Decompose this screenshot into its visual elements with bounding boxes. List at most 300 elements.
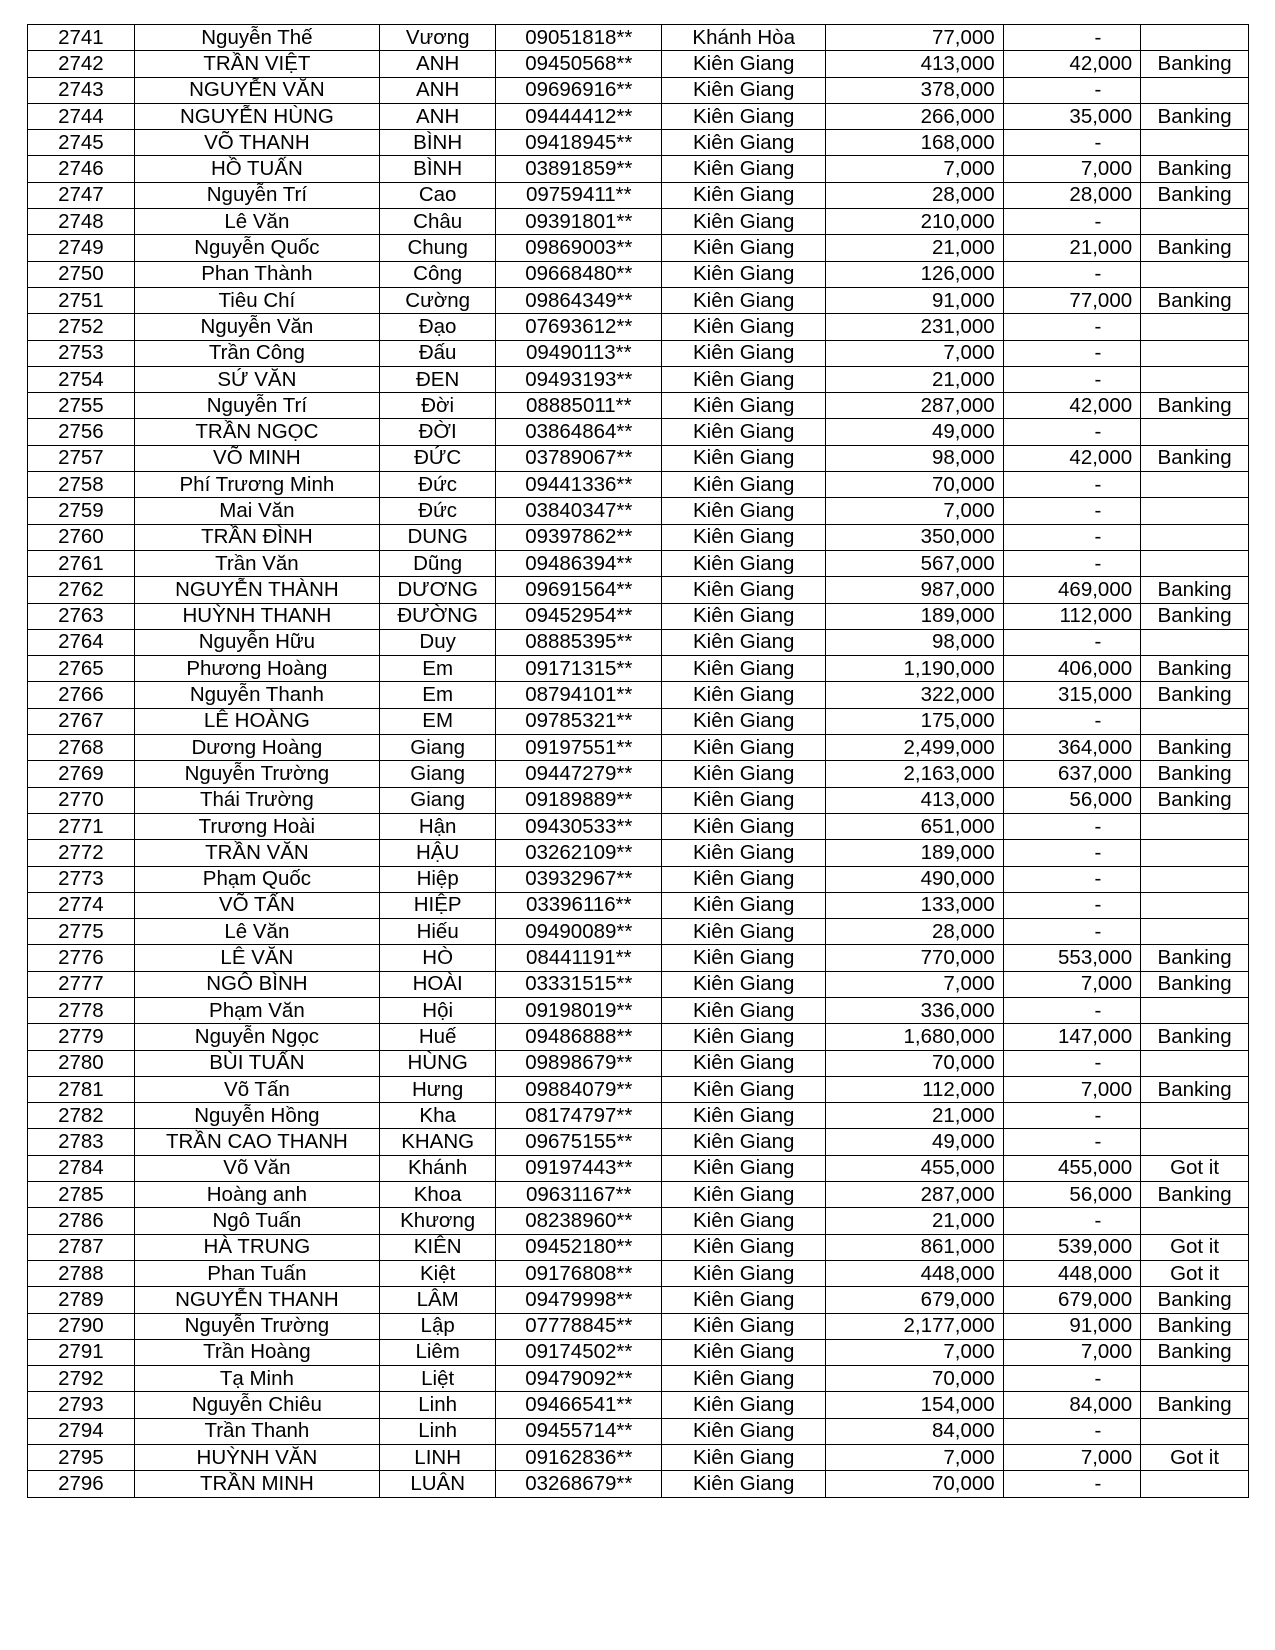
province-cell: Kiên Giang bbox=[662, 498, 826, 524]
surname-cell: Nguyễn Trí bbox=[134, 393, 379, 419]
province-cell: Kiên Giang bbox=[662, 629, 826, 655]
table-row bbox=[28, 656, 1249, 682]
table-row bbox=[28, 840, 1249, 866]
given-name-cell: ĐỨC bbox=[380, 445, 496, 471]
province-cell: Kiên Giang bbox=[662, 209, 826, 235]
phone-cell: 07778845** bbox=[496, 1313, 662, 1339]
given-name-cell: KHANG bbox=[380, 1129, 496, 1155]
given-name-cell: HÙNG bbox=[380, 1050, 496, 1076]
province-cell: Kiên Giang bbox=[662, 971, 826, 997]
province-cell: Kiên Giang bbox=[662, 51, 826, 77]
total-amount-cell: 133,000 bbox=[826, 892, 1004, 918]
total-amount-cell: 84,000 bbox=[826, 1418, 1004, 1444]
row-number-cell: 2763 bbox=[28, 603, 135, 629]
received-amount-cell: 315,000 bbox=[1003, 682, 1140, 708]
phone-cell: 09430533** bbox=[496, 813, 662, 839]
given-name-cell: Kiệt bbox=[380, 1260, 496, 1286]
phone-cell: 07693612** bbox=[496, 314, 662, 340]
given-name-cell: Đạo bbox=[380, 314, 496, 340]
surname-cell: Nguyễn Quốc bbox=[134, 235, 379, 261]
surname-cell: VÕ THANH bbox=[134, 130, 379, 156]
row-number-cell: 2773 bbox=[28, 866, 135, 892]
surname-cell: HUỲNH THANH bbox=[134, 603, 379, 629]
total-amount-cell: 861,000 bbox=[826, 1234, 1004, 1260]
table-row bbox=[28, 708, 1249, 734]
province-cell: Kiên Giang bbox=[662, 524, 826, 550]
table-row bbox=[28, 1076, 1249, 1102]
total-amount-cell: 28,000 bbox=[826, 182, 1004, 208]
province-cell: Kiên Giang bbox=[662, 866, 826, 892]
method-cell: Banking bbox=[1141, 945, 1249, 971]
given-name-cell: ĐEN bbox=[380, 366, 496, 392]
table-row bbox=[28, 577, 1249, 603]
row-number-cell: 2754 bbox=[28, 366, 135, 392]
given-name-cell: Hưng bbox=[380, 1076, 496, 1102]
given-name-cell: ĐỜI bbox=[380, 419, 496, 445]
total-amount-cell: 91,000 bbox=[826, 287, 1004, 313]
surname-cell: TRẦN CAO THANH bbox=[134, 1129, 379, 1155]
method-cell: Banking bbox=[1141, 182, 1249, 208]
table-row bbox=[28, 1182, 1249, 1208]
province-cell: Kiên Giang bbox=[662, 577, 826, 603]
province-cell: Kiên Giang bbox=[662, 1208, 826, 1234]
province-cell: Kiên Giang bbox=[662, 761, 826, 787]
phone-cell: 09869003** bbox=[496, 235, 662, 261]
table-row bbox=[28, 340, 1249, 366]
phone-cell: 09452954** bbox=[496, 603, 662, 629]
phone-cell: 09691564** bbox=[496, 577, 662, 603]
table-row bbox=[28, 498, 1249, 524]
row-number-cell: 2788 bbox=[28, 1260, 135, 1286]
surname-cell: TRẦN VIỆT bbox=[134, 51, 379, 77]
row-number-cell: 2750 bbox=[28, 261, 135, 287]
received-amount-cell: - bbox=[1003, 130, 1140, 156]
received-amount-cell: - bbox=[1003, 866, 1140, 892]
province-cell: Kiên Giang bbox=[662, 945, 826, 971]
method-cell bbox=[1141, 919, 1249, 945]
province-cell: Kiên Giang bbox=[662, 1339, 826, 1365]
province-cell: Kiên Giang bbox=[662, 892, 826, 918]
table-row bbox=[28, 629, 1249, 655]
phone-cell: 03331515** bbox=[496, 971, 662, 997]
table-row bbox=[28, 1313, 1249, 1339]
total-amount-cell: 112,000 bbox=[826, 1076, 1004, 1102]
phone-cell: 09418945** bbox=[496, 130, 662, 156]
given-name-cell: Em bbox=[380, 682, 496, 708]
surname-cell: Nguyễn Trí bbox=[134, 182, 379, 208]
total-amount-cell: 770,000 bbox=[826, 945, 1004, 971]
phone-cell: 03262109** bbox=[496, 840, 662, 866]
phone-cell: 08174797** bbox=[496, 1103, 662, 1129]
given-name-cell: LUÂN bbox=[380, 1471, 496, 1497]
surname-cell: Nguyễn Trường bbox=[134, 1313, 379, 1339]
row-number-cell: 2784 bbox=[28, 1155, 135, 1181]
table-row bbox=[28, 787, 1249, 813]
received-amount-cell: 28,000 bbox=[1003, 182, 1140, 208]
surname-cell: Nguyễn Hữu bbox=[134, 629, 379, 655]
row-number-cell: 2775 bbox=[28, 919, 135, 945]
surname-cell: Tạ Minh bbox=[134, 1366, 379, 1392]
received-amount-cell: 84,000 bbox=[1003, 1392, 1140, 1418]
phone-cell: 09490113** bbox=[496, 340, 662, 366]
received-amount-cell: 539,000 bbox=[1003, 1234, 1140, 1260]
received-amount-cell: - bbox=[1003, 1129, 1140, 1155]
given-name-cell: Liệt bbox=[380, 1366, 496, 1392]
method-cell bbox=[1141, 1050, 1249, 1076]
row-number-cell: 2744 bbox=[28, 103, 135, 129]
given-name-cell: Công bbox=[380, 261, 496, 287]
given-name-cell: Khương bbox=[380, 1208, 496, 1234]
surname-cell: VÕ TẤN bbox=[134, 892, 379, 918]
received-amount-cell: - bbox=[1003, 1418, 1140, 1444]
method-cell: Banking bbox=[1141, 156, 1249, 182]
total-amount-cell: 21,000 bbox=[826, 235, 1004, 261]
method-cell: Banking bbox=[1141, 1392, 1249, 1418]
table-row bbox=[28, 472, 1249, 498]
phone-cell: 09452180** bbox=[496, 1234, 662, 1260]
row-number-cell: 2767 bbox=[28, 708, 135, 734]
surname-cell: Phan Tuấn bbox=[134, 1260, 379, 1286]
phone-cell: 09051818** bbox=[496, 25, 662, 51]
method-cell bbox=[1141, 130, 1249, 156]
received-amount-cell: - bbox=[1003, 209, 1140, 235]
table-row bbox=[28, 997, 1249, 1023]
total-amount-cell: 987,000 bbox=[826, 577, 1004, 603]
phone-cell: 03891859** bbox=[496, 156, 662, 182]
method-cell bbox=[1141, 1418, 1249, 1444]
surname-cell: Nguyễn Chiêu bbox=[134, 1392, 379, 1418]
surname-cell: VÕ MINH bbox=[134, 445, 379, 471]
phone-cell: 03268679** bbox=[496, 1471, 662, 1497]
row-number-cell: 2786 bbox=[28, 1208, 135, 1234]
given-name-cell: Vương bbox=[380, 25, 496, 51]
province-cell: Kiên Giang bbox=[662, 1234, 826, 1260]
phone-cell: 09197551** bbox=[496, 735, 662, 761]
phone-cell: 03396116** bbox=[496, 892, 662, 918]
province-cell: Kiên Giang bbox=[662, 656, 826, 682]
surname-cell: LÊ HOÀNG bbox=[134, 708, 379, 734]
province-cell: Kiên Giang bbox=[662, 261, 826, 287]
row-number-cell: 2764 bbox=[28, 629, 135, 655]
province-cell: Kiên Giang bbox=[662, 287, 826, 313]
received-amount-cell: 77,000 bbox=[1003, 287, 1140, 313]
surname-cell: Trương Hoài bbox=[134, 813, 379, 839]
received-amount-cell: 147,000 bbox=[1003, 1024, 1140, 1050]
table-row bbox=[28, 1050, 1249, 1076]
surname-cell: Võ Văn bbox=[134, 1155, 379, 1181]
given-name-cell: Linh bbox=[380, 1418, 496, 1444]
received-amount-cell: 7,000 bbox=[1003, 156, 1140, 182]
phone-cell: 09696916** bbox=[496, 77, 662, 103]
total-amount-cell: 413,000 bbox=[826, 51, 1004, 77]
province-cell: Kiên Giang bbox=[662, 1418, 826, 1444]
surname-cell: Phạm Văn bbox=[134, 997, 379, 1023]
method-cell: Banking bbox=[1141, 1287, 1249, 1313]
row-number-cell: 2762 bbox=[28, 577, 135, 603]
surname-cell: Lê Văn bbox=[134, 919, 379, 945]
table-row bbox=[28, 919, 1249, 945]
received-amount-cell: - bbox=[1003, 1050, 1140, 1076]
province-cell: Kiên Giang bbox=[662, 472, 826, 498]
province-cell: Kiên Giang bbox=[662, 1260, 826, 1286]
table-row bbox=[28, 735, 1249, 761]
row-number-cell: 2796 bbox=[28, 1471, 135, 1497]
province-cell: Kiên Giang bbox=[662, 1155, 826, 1181]
total-amount-cell: 70,000 bbox=[826, 1050, 1004, 1076]
received-amount-cell: - bbox=[1003, 997, 1140, 1023]
row-number-cell: 2783 bbox=[28, 1129, 135, 1155]
given-name-cell: Cường bbox=[380, 287, 496, 313]
phone-cell: 09785321** bbox=[496, 708, 662, 734]
received-amount-cell: 455,000 bbox=[1003, 1155, 1140, 1181]
table-row bbox=[28, 1287, 1249, 1313]
given-name-cell: Khánh bbox=[380, 1155, 496, 1181]
method-cell: Got it bbox=[1141, 1155, 1249, 1181]
phone-cell: 09455714** bbox=[496, 1418, 662, 1444]
method-cell: Banking bbox=[1141, 1076, 1249, 1102]
given-name-cell: LÂM bbox=[380, 1287, 496, 1313]
phone-cell: 08794101** bbox=[496, 682, 662, 708]
province-cell: Kiên Giang bbox=[662, 314, 826, 340]
surname-cell: Nguyễn Văn bbox=[134, 314, 379, 340]
row-number-cell: 2771 bbox=[28, 813, 135, 839]
received-amount-cell: 679,000 bbox=[1003, 1287, 1140, 1313]
phone-cell: 09447279** bbox=[496, 761, 662, 787]
method-cell bbox=[1141, 550, 1249, 576]
row-number-cell: 2785 bbox=[28, 1182, 135, 1208]
received-amount-cell: - bbox=[1003, 1471, 1140, 1497]
total-amount-cell: 21,000 bbox=[826, 1208, 1004, 1234]
table-row bbox=[28, 761, 1249, 787]
received-amount-cell: 7,000 bbox=[1003, 1339, 1140, 1365]
given-name-cell: ANH bbox=[380, 103, 496, 129]
table-row bbox=[28, 287, 1249, 313]
total-amount-cell: 2,499,000 bbox=[826, 735, 1004, 761]
method-cell: Banking bbox=[1141, 287, 1249, 313]
province-cell: Kiên Giang bbox=[662, 445, 826, 471]
received-amount-cell: 42,000 bbox=[1003, 393, 1140, 419]
given-name-cell: Đức bbox=[380, 498, 496, 524]
total-amount-cell: 287,000 bbox=[826, 393, 1004, 419]
table-row bbox=[28, 445, 1249, 471]
given-name-cell: Em bbox=[380, 656, 496, 682]
total-amount-cell: 455,000 bbox=[826, 1155, 1004, 1181]
row-number-cell: 2757 bbox=[28, 445, 135, 471]
phone-cell: 09441336** bbox=[496, 472, 662, 498]
method-cell: Banking bbox=[1141, 1182, 1249, 1208]
received-amount-cell: - bbox=[1003, 472, 1140, 498]
received-amount-cell: 21,000 bbox=[1003, 235, 1140, 261]
province-cell: Kiên Giang bbox=[662, 1024, 826, 1050]
received-amount-cell: - bbox=[1003, 629, 1140, 655]
province-cell: Kiên Giang bbox=[662, 708, 826, 734]
table-row bbox=[28, 682, 1249, 708]
total-amount-cell: 70,000 bbox=[826, 472, 1004, 498]
method-cell: Banking bbox=[1141, 1024, 1249, 1050]
province-cell: Kiên Giang bbox=[662, 919, 826, 945]
surname-cell: Nguyễn Trường bbox=[134, 761, 379, 787]
given-name-cell: Hiệp bbox=[380, 866, 496, 892]
province-cell: Kiên Giang bbox=[662, 1103, 826, 1129]
surname-cell: HUỲNH VĂN bbox=[134, 1445, 379, 1471]
received-amount-cell: 364,000 bbox=[1003, 735, 1140, 761]
province-cell: Kiên Giang bbox=[662, 1471, 826, 1497]
total-amount-cell: 70,000 bbox=[826, 1471, 1004, 1497]
method-cell bbox=[1141, 1103, 1249, 1129]
phone-cell: 09397862** bbox=[496, 524, 662, 550]
method-cell bbox=[1141, 366, 1249, 392]
total-amount-cell: 189,000 bbox=[826, 603, 1004, 629]
given-name-cell: KIÊN bbox=[380, 1234, 496, 1260]
surname-cell: NGUYỄN THÀNH bbox=[134, 577, 379, 603]
row-number-cell: 2752 bbox=[28, 314, 135, 340]
phone-cell: 03864864** bbox=[496, 419, 662, 445]
total-amount-cell: 168,000 bbox=[826, 130, 1004, 156]
method-cell: Banking bbox=[1141, 445, 1249, 471]
data-table bbox=[27, 24, 1249, 1498]
table-row bbox=[28, 156, 1249, 182]
table-row bbox=[28, 1155, 1249, 1181]
given-name-cell: DUNG bbox=[380, 524, 496, 550]
table-row bbox=[28, 235, 1249, 261]
received-amount-cell: 56,000 bbox=[1003, 1182, 1140, 1208]
province-cell: Kiên Giang bbox=[662, 1182, 826, 1208]
surname-cell: Nguyễn Thanh bbox=[134, 682, 379, 708]
table-row bbox=[28, 1129, 1249, 1155]
province-cell: Kiên Giang bbox=[662, 103, 826, 129]
method-cell bbox=[1141, 77, 1249, 103]
total-amount-cell: 154,000 bbox=[826, 1392, 1004, 1418]
table-row bbox=[28, 103, 1249, 129]
phone-cell: 08441191** bbox=[496, 945, 662, 971]
row-number-cell: 2789 bbox=[28, 1287, 135, 1313]
method-cell bbox=[1141, 25, 1249, 51]
total-amount-cell: 448,000 bbox=[826, 1260, 1004, 1286]
province-cell: Kiên Giang bbox=[662, 235, 826, 261]
row-number-cell: 2791 bbox=[28, 1339, 135, 1365]
table-row bbox=[28, 182, 1249, 208]
phone-cell: 09162836** bbox=[496, 1445, 662, 1471]
total-amount-cell: 98,000 bbox=[826, 445, 1004, 471]
total-amount-cell: 70,000 bbox=[826, 1366, 1004, 1392]
total-amount-cell: 7,000 bbox=[826, 340, 1004, 366]
province-cell: Kiên Giang bbox=[662, 1313, 826, 1339]
received-amount-cell: - bbox=[1003, 813, 1140, 839]
phone-cell: 03789067** bbox=[496, 445, 662, 471]
received-amount-cell: - bbox=[1003, 419, 1140, 445]
table-row bbox=[28, 945, 1249, 971]
received-amount-cell: - bbox=[1003, 524, 1140, 550]
table-row bbox=[28, 813, 1249, 839]
total-amount-cell: 28,000 bbox=[826, 919, 1004, 945]
table-row bbox=[28, 971, 1249, 997]
row-number-cell: 2759 bbox=[28, 498, 135, 524]
surname-cell: Nguyễn Thế bbox=[134, 25, 379, 51]
province-cell: Kiên Giang bbox=[662, 1076, 826, 1102]
method-cell bbox=[1141, 708, 1249, 734]
method-cell: Banking bbox=[1141, 577, 1249, 603]
surname-cell: Dương Hoàng bbox=[134, 735, 379, 761]
surname-cell: HỒ TUẤN bbox=[134, 156, 379, 182]
given-name-cell: Chung bbox=[380, 235, 496, 261]
total-amount-cell: 7,000 bbox=[826, 1339, 1004, 1365]
received-amount-cell: 637,000 bbox=[1003, 761, 1140, 787]
row-number-cell: 2795 bbox=[28, 1445, 135, 1471]
table-row bbox=[28, 1208, 1249, 1234]
given-name-cell: LINH bbox=[380, 1445, 496, 1471]
given-name-cell: Châu bbox=[380, 209, 496, 235]
phone-cell: 09189889** bbox=[496, 787, 662, 813]
table-row bbox=[28, 130, 1249, 156]
row-number-cell: 2778 bbox=[28, 997, 135, 1023]
surname-cell: NGUYỄN VĂN bbox=[134, 77, 379, 103]
province-cell: Kiên Giang bbox=[662, 813, 826, 839]
row-number-cell: 2758 bbox=[28, 472, 135, 498]
surname-cell: TRẦN ĐÌNH bbox=[134, 524, 379, 550]
phone-cell: 09198019** bbox=[496, 997, 662, 1023]
phone-cell: 08885011** bbox=[496, 393, 662, 419]
received-amount-cell: 406,000 bbox=[1003, 656, 1140, 682]
row-number-cell: 2774 bbox=[28, 892, 135, 918]
total-amount-cell: 378,000 bbox=[826, 77, 1004, 103]
surname-cell: Lê Văn bbox=[134, 209, 379, 235]
province-cell: Kiên Giang bbox=[662, 419, 826, 445]
phone-cell: 09479998** bbox=[496, 1287, 662, 1313]
surname-cell: Trần Công bbox=[134, 340, 379, 366]
table-body bbox=[28, 25, 1249, 1498]
given-name-cell: BÌNH bbox=[380, 130, 496, 156]
phone-cell: 09391801** bbox=[496, 209, 662, 235]
received-amount-cell: 35,000 bbox=[1003, 103, 1140, 129]
method-cell: Banking bbox=[1141, 103, 1249, 129]
total-amount-cell: 1,190,000 bbox=[826, 656, 1004, 682]
row-number-cell: 2749 bbox=[28, 235, 135, 261]
phone-cell: 08238960** bbox=[496, 1208, 662, 1234]
surname-cell: Ngô Tuấn bbox=[134, 1208, 379, 1234]
method-cell bbox=[1141, 629, 1249, 655]
row-number-cell: 2768 bbox=[28, 735, 135, 761]
method-cell bbox=[1141, 472, 1249, 498]
surname-cell: Hoàng anh bbox=[134, 1182, 379, 1208]
phone-cell: 09493193** bbox=[496, 366, 662, 392]
phone-cell: 09174502** bbox=[496, 1339, 662, 1365]
row-number-cell: 2787 bbox=[28, 1234, 135, 1260]
received-amount-cell: 112,000 bbox=[1003, 603, 1140, 629]
province-cell: Kiên Giang bbox=[662, 603, 826, 629]
phone-cell: 08885395** bbox=[496, 629, 662, 655]
row-number-cell: 2792 bbox=[28, 1366, 135, 1392]
table-row bbox=[28, 866, 1249, 892]
province-cell: Kiên Giang bbox=[662, 156, 826, 182]
total-amount-cell: 21,000 bbox=[826, 1103, 1004, 1129]
row-number-cell: 2766 bbox=[28, 682, 135, 708]
table-row bbox=[28, 77, 1249, 103]
method-cell bbox=[1141, 840, 1249, 866]
province-cell: Kiên Giang bbox=[662, 340, 826, 366]
total-amount-cell: 1,680,000 bbox=[826, 1024, 1004, 1050]
method-cell bbox=[1141, 340, 1249, 366]
method-cell bbox=[1141, 209, 1249, 235]
phone-cell: 09176808** bbox=[496, 1260, 662, 1286]
surname-cell: Phan Thành bbox=[134, 261, 379, 287]
phone-cell: 09864349** bbox=[496, 287, 662, 313]
given-name-cell: BÌNH bbox=[380, 156, 496, 182]
table-row bbox=[28, 603, 1249, 629]
received-amount-cell: - bbox=[1003, 314, 1140, 340]
row-number-cell: 2761 bbox=[28, 550, 135, 576]
total-amount-cell: 7,000 bbox=[826, 498, 1004, 524]
surname-cell: TRẦN NGỌC bbox=[134, 419, 379, 445]
